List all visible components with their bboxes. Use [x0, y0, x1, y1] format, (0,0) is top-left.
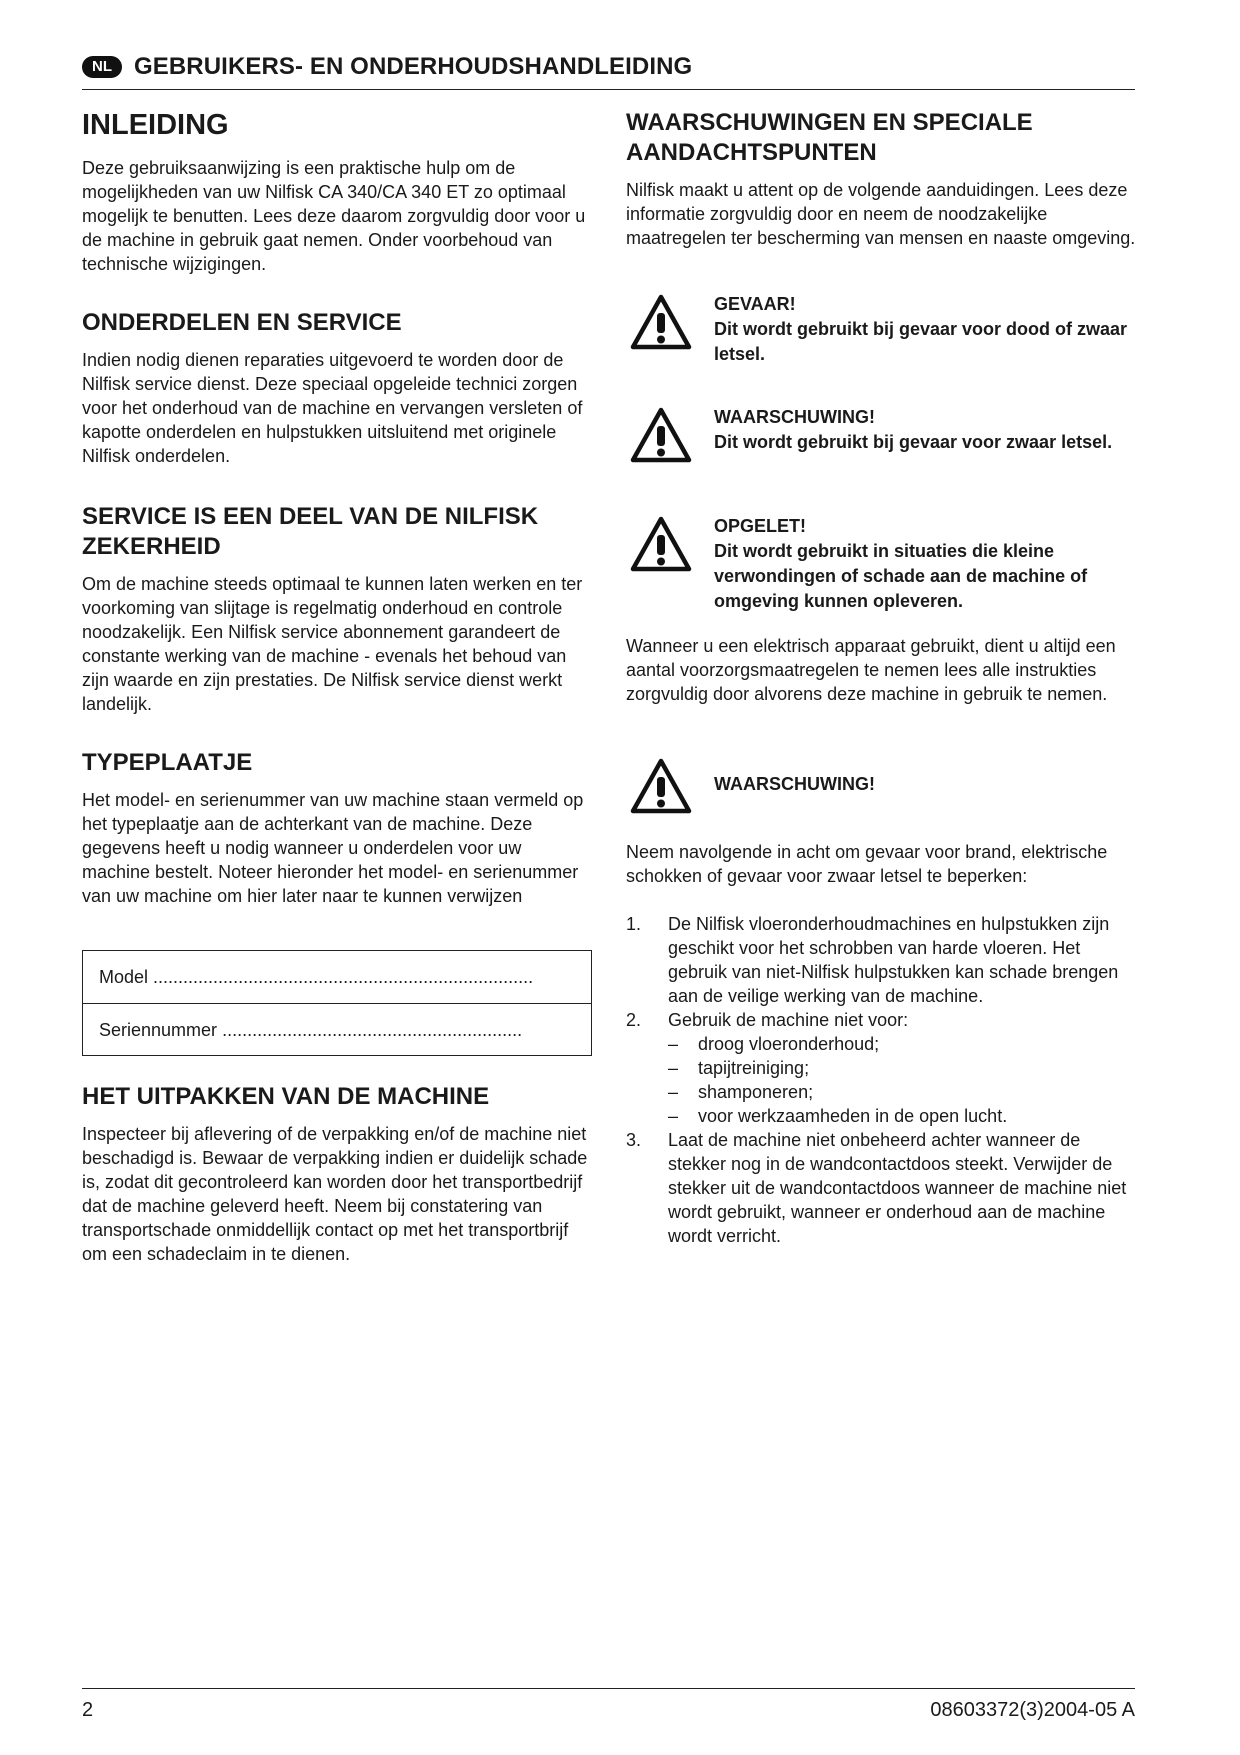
item-text: Laat de machine niet onbeheerd achter wanneer de stekker nog in de wandcontactdoos steekt. Verwijder de stekker uit de wandcontactdoos wanneer de machine niet wordt gebruikt, wanneer er onderhoud aan de machine wordt verricht.: [668, 1130, 1127, 1246]
model-dots: ............................................................................: [153, 967, 534, 987]
sub-item: – shamponeren;: [668, 1080, 1136, 1104]
warning-triangle-icon: [630, 294, 692, 350]
section-title: INLEIDING: [82, 109, 229, 141]
danger-notice: [626, 292, 1136, 372]
precaution-list: [626, 912, 1136, 1248]
warning-notice-2: [626, 756, 1136, 826]
section-service: [82, 502, 592, 716]
sub-item: – voor werkzaamheden in de open lucht.: [668, 1104, 1136, 1128]
section-text: Deze gebruiksaanwijzing is een praktische hulp om de mogelijkheden van uw Nilfisk CA 340/CA 340 ET zo optimaal mogelijk te benutten. Lees deze daarom zorgvuldig door voor u de machine in gebruik gaat nemen. Onder voorbehoud van technische wijzigingen.: [82, 158, 586, 274]
precaution-intro: Neem navolgende in acht om gevaar voor brand, elektrische schokken of gevaar voor zwaar letsel te beperken:: [626, 842, 1108, 886]
notice-text: Dit wordt gebruikt bij gevaar voor zwaar letsel.: [714, 432, 1113, 452]
section-text: Indien nodig dienen reparaties uitgevoerd te worden door de Nilfisk service dienst. Deze speciaal opgeleide technici zorgen voor het onderhoud van de machine en vervangen versleten of kapotte onderdelen en hulpstukken uitsluitend met originele Nilfisk onderdelen.: [82, 350, 583, 466]
language-badge: NL: [82, 56, 122, 78]
list-item: [626, 912, 1136, 1008]
section-text: Nilfisk maakt u attent op de volgende aanduidingen. Lees deze informatie zorgvuldig door en neem de noodzakelijke maatregelen ter bescherming van mensen en naaste omgeving.: [626, 180, 1136, 248]
notice-text: Dit wordt gebruikt in situaties die kleine verwondingen of schade aan de machine of omgeving kunnen opleveren.: [714, 541, 1088, 611]
item-text: De Nilfisk vloeronderhoudmachines en hulpstukken zijn geschikt voor het schrobben van harde vloeren. Het gebruik van niet-Nilfisk hulpstukken kan schade brengen aan de veilige werking van de machine.: [668, 914, 1119, 1006]
warning-triangle-icon: [630, 758, 692, 814]
sub-list: [668, 1032, 1136, 1128]
page-number: 2: [82, 1699, 94, 1721]
section-title: HET UITPAKKEN VAN DE MACHINE: [82, 1083, 490, 1110]
serial-label: Seriennummer: [99, 1020, 218, 1040]
document-code: 08603372(3)2004-05 A: [930, 1699, 1135, 1721]
notice-title: OPGELET!: [714, 516, 807, 536]
notice-title: WAARSCHUWING!: [714, 774, 875, 794]
sub-item: – tapijtreiniging;: [668, 1056, 1136, 1080]
item-number: 2.: [626, 1010, 642, 1030]
model-label: Model: [99, 967, 149, 987]
serial-dots: ............................................................: [222, 1020, 523, 1040]
section-text: Om de machine steeds optimaal te kunnen laten werken en ter voorkoming van slijtage is regelmatig onderhoud en controle noodzakelijk. Een Nilfisk service abonnement garandeert de constante werking van de machine - evenals het behoud van zijn waarde en zijn prestaties. De Nilfisk service dienst werkt landelijk.: [82, 574, 583, 714]
item-number: 1.: [626, 914, 642, 934]
item-text: Gebruik de machine niet voor:: [668, 1010, 909, 1030]
section-text: Inspecteer bij aflevering of de verpakking en/of de machine niet beschadigd is. Bewaar de verpakking indien er duidelijk schade is, zodat dit gecontroleerd kan worden door het transportbedrijf dat de machine geleverd heeft. Neem bij constatering van transportschade onmiddellijk contact op met het transportbrijf om een schadeclaim in te dienen.: [82, 1124, 588, 1264]
section-typeplate: [82, 748, 592, 908]
section-title: SERVICE IS EEN DEEL VAN DE NILFISK ZEKERHEID: [82, 503, 539, 560]
section-title: WAARSCHUWINGEN EN SPECIALE AANDACHTSPUNTEN: [626, 109, 1033, 166]
item-number: 3.: [626, 1130, 642, 1150]
manual-title: GEBRUIKERS- EN ONDERHOUDSHANDLEIDING: [134, 53, 693, 80]
warning-notice: [626, 405, 1136, 485]
section-text: Het model- en serienummer van uw machine staan vermeld op het typeplaatje aan de achterkant van de machine. Deze gegevens heeft u nodig wanneer u onderdelen voor uw machine bestelt. Noteer hieronder het model- en serienummer van uw machine om hier later naar te kunnen verwijzen: [82, 790, 584, 906]
serial-field[interactable]: [83, 1003, 591, 1055]
typeplate-form: [82, 950, 592, 1056]
list-item: [626, 1008, 1136, 1128]
section-title: ONDERDELEN EN SERVICE: [82, 309, 402, 336]
electric-safety-text: Wanneer u een elektrisch apparaat gebruikt, dient u altijd een aantal voorzorgsmaatregelen te nemen lees alle instrukties zorgvuldig door alvorens deze machine in gebruik te nemen.: [626, 636, 1116, 704]
section-title: TYPEPLAATJE: [82, 749, 253, 776]
caution-notice: [626, 514, 1136, 624]
warning-triangle-icon: [630, 407, 692, 463]
section-unpacking: [82, 1082, 592, 1266]
notice-title: GEVAAR!: [714, 294, 796, 314]
model-field[interactable]: [83, 951, 591, 1003]
section-parts-service: [82, 308, 592, 468]
section-intro: [82, 108, 592, 276]
page-footer: [82, 1688, 1135, 1728]
warning-triangle-icon: [630, 516, 692, 572]
notice-text: Dit wordt gebruikt bij gevaar voor dood of zwaar letsel.: [714, 319, 1128, 364]
page-header: [82, 52, 1135, 90]
notice-title: WAARSCHUWING!: [714, 407, 875, 427]
section-warnings: [626, 108, 1136, 250]
list-item: [626, 1128, 1136, 1248]
sub-item: – droog vloeronderhoud;: [668, 1032, 1136, 1056]
